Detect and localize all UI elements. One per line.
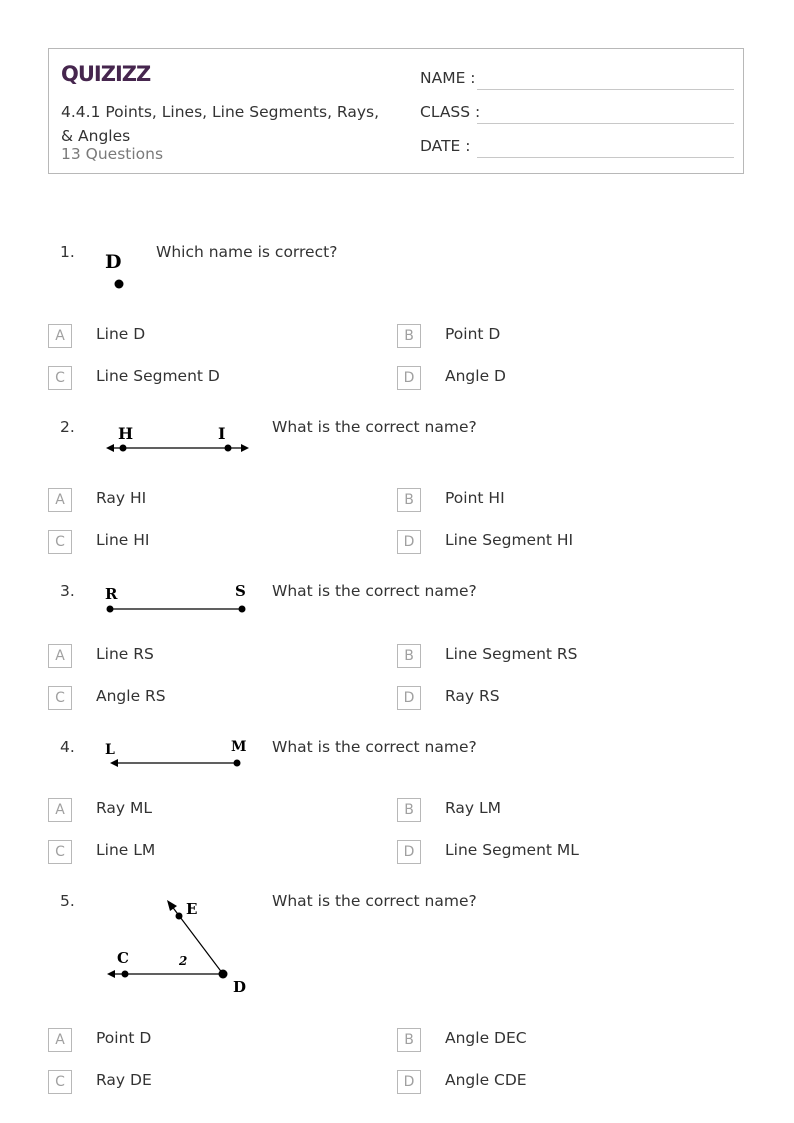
figure-label: L (105, 742, 115, 758)
question-text: What is the correct name? (272, 892, 477, 910)
figure-label: R (105, 585, 118, 603)
arrow-left-icon (110, 759, 118, 767)
date-line[interactable] (477, 157, 734, 158)
option-text: Line Segment ML (445, 841, 579, 859)
option-text: Angle D (445, 367, 506, 385)
arrow-right-icon (241, 444, 249, 452)
figure-label: D (233, 978, 247, 996)
option-text: Point D (445, 325, 501, 343)
figure-label: I (218, 424, 226, 443)
logo-text: QUIZIZZ (61, 62, 151, 86)
option-text: Angle CDE (445, 1071, 527, 1089)
worksheet-title: 4.4.1 Points, Lines, Line Segments, Rays, & Angles (61, 103, 380, 145)
line-hi-figure (100, 422, 255, 462)
option-text: Ray LM (445, 799, 502, 817)
option-text: Line Segment D (96, 367, 220, 385)
option-letter: D (397, 530, 421, 554)
option-letter: C (48, 366, 72, 390)
figure-label: 2 (179, 954, 188, 968)
option-text: Line LM (96, 841, 156, 859)
option-letter: C (48, 1070, 72, 1094)
option-text: Line Segment HI (445, 531, 574, 549)
name-line[interactable] (477, 89, 734, 90)
point-d-figure (100, 248, 140, 296)
arrow-left-icon (106, 444, 114, 452)
arrow-up-left-icon (167, 900, 177, 911)
question-number: 3. (60, 582, 75, 600)
option-letter: D (397, 840, 421, 864)
arrow-left-icon (107, 970, 115, 978)
option-letter: D (397, 686, 421, 710)
option-text: Point D (96, 1029, 152, 1047)
option-text: Point HI (445, 489, 505, 507)
question-number: 5. (60, 892, 75, 910)
option-letter: B (397, 488, 421, 512)
question-text: What is the correct name? (272, 418, 477, 436)
option-letter: C (48, 840, 72, 864)
option-text: Ray RS (445, 687, 500, 705)
point-dot (115, 280, 124, 289)
option-letter: B (397, 798, 421, 822)
figure-label: H (118, 424, 134, 443)
option-letter: A (48, 488, 72, 512)
question-number: 2. (60, 418, 75, 436)
option-letter: B (397, 644, 421, 668)
figure-label: E (186, 900, 198, 918)
option-letter: C (48, 686, 72, 710)
question-count: 13 Questions (61, 145, 164, 163)
option-text: Angle RS (96, 687, 166, 705)
option-letter: A (48, 644, 72, 668)
option-text: Ray ML (96, 799, 153, 817)
figure-label: S (235, 582, 246, 600)
option-text: Line RS (96, 645, 154, 663)
option-text: Ray DE (96, 1071, 152, 1089)
option-letter: A (48, 324, 72, 348)
option-text: Ray HI (96, 489, 147, 507)
option-letter: B (397, 324, 421, 348)
question-text: What is the correct name? (272, 738, 477, 756)
date-label: DATE : (420, 137, 471, 155)
figure-label: M (231, 739, 247, 755)
angle-cde-figure (100, 893, 260, 1003)
question-text: Which name is correct? (156, 243, 338, 261)
option-letter: A (48, 1028, 72, 1052)
question-number: 4. (60, 738, 75, 756)
option-text: Angle DEC (445, 1029, 527, 1047)
name-label: NAME : (420, 69, 476, 87)
question-number: 1. (60, 243, 75, 261)
figure-label: C (117, 949, 129, 967)
ray-ml-figure (100, 736, 255, 772)
option-text: Line Segment RS (445, 645, 578, 663)
worksheet-header (48, 48, 744, 174)
option-letter: C (48, 530, 72, 554)
class-line[interactable] (477, 123, 734, 124)
option-letter: D (397, 366, 421, 390)
class-label: CLASS : (420, 103, 481, 121)
quizizz-logo (61, 59, 153, 91)
segment-rs-figure (100, 582, 255, 618)
option-letter: D (397, 1070, 421, 1094)
option-text: Line HI (96, 531, 150, 549)
option-letter: B (397, 1028, 421, 1052)
option-text: Line D (96, 325, 146, 343)
option-letter: A (48, 798, 72, 822)
figure-label: D (105, 251, 122, 273)
question-text: What is the correct name? (272, 582, 477, 600)
